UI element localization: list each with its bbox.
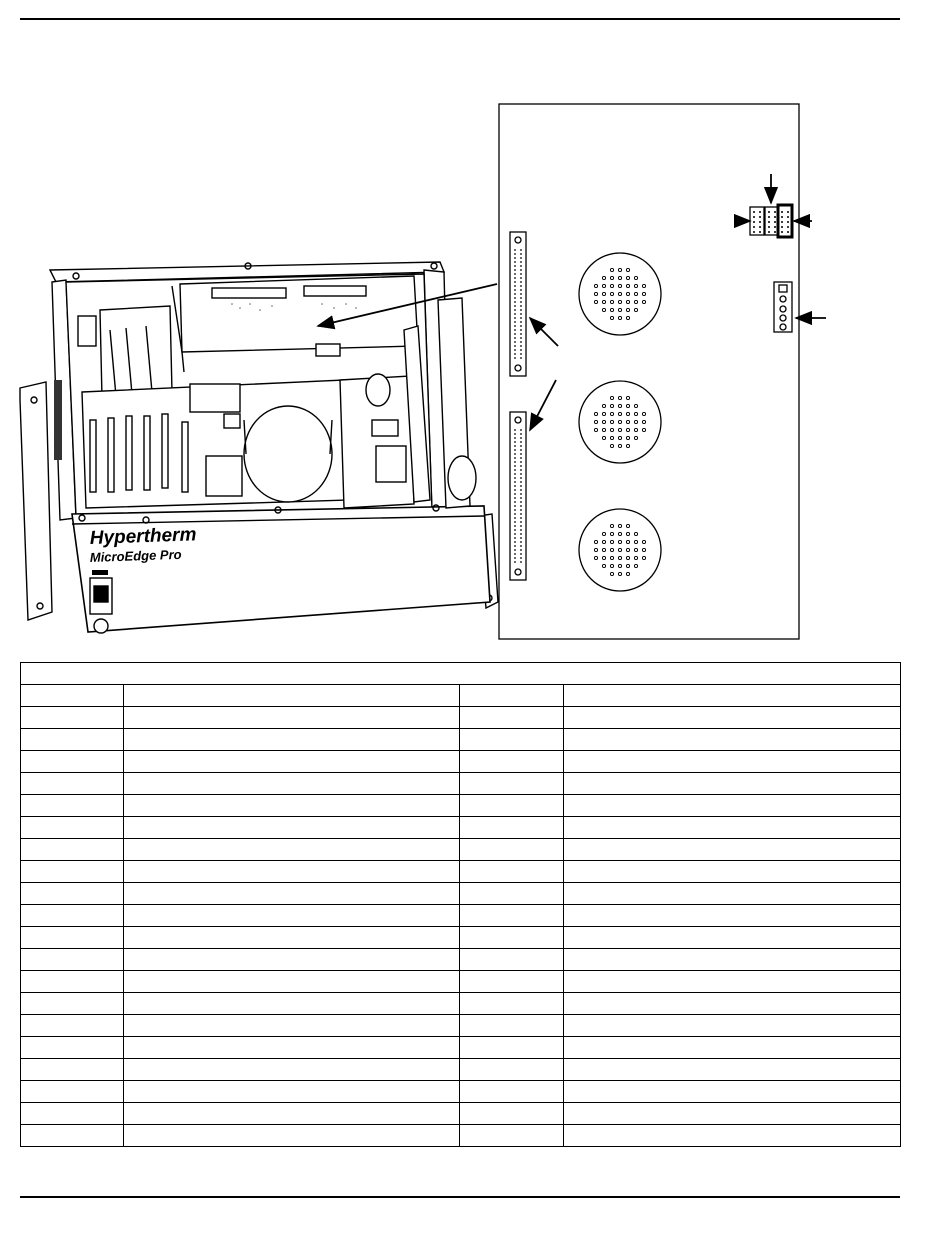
table-cell xyxy=(564,1037,901,1059)
header-pin xyxy=(781,216,783,218)
connector-pin xyxy=(514,525,516,527)
table-cell xyxy=(564,927,901,949)
connector-pin xyxy=(520,333,522,335)
header-pin xyxy=(753,211,755,213)
connector-pin xyxy=(514,293,516,295)
table-cell xyxy=(564,817,901,839)
table-cell xyxy=(564,1125,901,1147)
connector-pin xyxy=(520,353,522,355)
connector-pin xyxy=(514,441,516,443)
connector-pin xyxy=(520,509,522,511)
table-cell xyxy=(21,1103,124,1125)
table-cell xyxy=(21,685,124,707)
connector-pin xyxy=(520,497,522,499)
brand-logo: Hypertherm xyxy=(89,524,197,549)
connector-pin xyxy=(514,325,516,327)
header-pin xyxy=(787,231,789,233)
circular-connector-bottom xyxy=(579,509,661,591)
table-cell xyxy=(564,1059,901,1081)
connector-pin xyxy=(514,253,516,255)
connector-pin xyxy=(520,513,522,515)
connector-pin xyxy=(520,477,522,479)
table-cell xyxy=(21,971,124,993)
connector-pin xyxy=(520,265,522,267)
lower-ribbon-connector xyxy=(510,412,526,580)
header-pin xyxy=(774,221,776,223)
table-cell xyxy=(564,1081,901,1103)
connector-pin xyxy=(514,341,516,343)
connector-pin xyxy=(520,297,522,299)
header-pin xyxy=(753,226,755,228)
table-cell xyxy=(564,971,901,993)
table-cell xyxy=(460,729,564,751)
table-cell xyxy=(460,1059,564,1081)
connector-pin xyxy=(514,285,516,287)
connector-pin xyxy=(520,473,522,475)
connector-pin xyxy=(514,493,516,495)
table-title-cell xyxy=(21,663,901,685)
connector-pin xyxy=(514,485,516,487)
table-cell xyxy=(124,1059,460,1081)
table-cell xyxy=(21,1015,124,1037)
table-row xyxy=(21,707,901,729)
header-pin xyxy=(768,221,770,223)
connector-pin xyxy=(514,249,516,251)
header-pin xyxy=(774,231,776,233)
connector-pin xyxy=(514,557,516,559)
table-cell xyxy=(460,773,564,795)
connector-pin xyxy=(520,429,522,431)
table-row xyxy=(21,993,901,1015)
connector-pin xyxy=(514,301,516,303)
table-cell xyxy=(460,1125,564,1147)
table-cell xyxy=(124,773,460,795)
connector-pin xyxy=(520,525,522,527)
connector-pin xyxy=(520,461,522,463)
connector-pin xyxy=(514,281,516,283)
connector-pin xyxy=(514,457,516,459)
connector-pin xyxy=(520,545,522,547)
connector-pin xyxy=(514,517,516,519)
connector-pin xyxy=(520,305,522,307)
connector-pin xyxy=(514,317,516,319)
connector-pin xyxy=(520,317,522,319)
table-cell xyxy=(124,1125,460,1147)
table-title-row xyxy=(21,663,901,685)
table-cell xyxy=(21,1125,124,1147)
connector-pin xyxy=(520,277,522,279)
table-cell xyxy=(460,993,564,1015)
connector-pin xyxy=(520,249,522,251)
connector-pin xyxy=(520,465,522,467)
connector-pin xyxy=(514,513,516,515)
table-cell xyxy=(21,1037,124,1059)
connector-pin xyxy=(514,265,516,267)
table-cell xyxy=(460,751,564,773)
connector-pin xyxy=(520,301,522,303)
connector-pin xyxy=(514,477,516,479)
table-cell xyxy=(564,1103,901,1125)
table-cell xyxy=(21,707,124,729)
connector-pin xyxy=(520,505,522,507)
connector-pin xyxy=(514,337,516,339)
connector-pin xyxy=(514,461,516,463)
table-row xyxy=(21,1125,901,1147)
table-row xyxy=(21,817,901,839)
table-cell xyxy=(460,883,564,905)
table-cell xyxy=(21,817,124,839)
table-row xyxy=(21,773,901,795)
header-pin-blocks xyxy=(750,205,792,237)
connector-pin xyxy=(514,349,516,351)
connector-pin xyxy=(514,437,516,439)
connector-pin xyxy=(514,321,516,323)
table-row xyxy=(21,685,901,707)
table-cell xyxy=(564,795,901,817)
table-cell xyxy=(21,883,124,905)
table-cell xyxy=(124,707,460,729)
connector-pin xyxy=(520,481,522,483)
connector-pin xyxy=(520,537,522,539)
bottom-rule xyxy=(20,1196,900,1198)
connector-pin xyxy=(520,489,522,491)
table-cell xyxy=(124,949,460,971)
table-row xyxy=(21,1103,901,1125)
table-cell xyxy=(460,861,564,883)
connector-pin xyxy=(520,261,522,263)
table-cell xyxy=(21,993,124,1015)
connector-pin xyxy=(514,509,516,511)
table-cell xyxy=(124,685,460,707)
connector-pin xyxy=(520,457,522,459)
table-row xyxy=(21,1081,901,1103)
header-pin xyxy=(787,216,789,218)
table-cell xyxy=(460,707,564,729)
table-cell xyxy=(460,949,564,971)
connector-pin xyxy=(520,253,522,255)
table-cell xyxy=(564,905,901,927)
header-pin xyxy=(768,216,770,218)
header-pin xyxy=(759,231,761,233)
table-cell xyxy=(564,1015,901,1037)
connector-pin xyxy=(520,325,522,327)
table-cell xyxy=(124,795,460,817)
connector-pin xyxy=(520,557,522,559)
header-pin xyxy=(781,211,783,213)
table-cell xyxy=(21,1081,124,1103)
header-pin xyxy=(774,211,776,213)
connector-pin xyxy=(520,469,522,471)
table-cell xyxy=(460,817,564,839)
connector-pin xyxy=(514,489,516,491)
connector-pin xyxy=(514,313,516,315)
table-row xyxy=(21,1015,901,1037)
header-pin xyxy=(787,211,789,213)
table-cell xyxy=(460,905,564,927)
table-cell xyxy=(21,905,124,927)
connector-pin xyxy=(514,553,516,555)
connector-pin xyxy=(520,485,522,487)
table-cell xyxy=(124,905,460,927)
connector-pin xyxy=(514,541,516,543)
table-cell xyxy=(564,993,901,1015)
header-pin xyxy=(759,221,761,223)
connector-pin xyxy=(520,533,522,535)
table-cell xyxy=(21,861,124,883)
table-cell xyxy=(564,773,901,795)
connector-pin xyxy=(520,269,522,271)
table-row xyxy=(21,729,901,751)
connector-pin xyxy=(520,561,522,563)
connector-pin xyxy=(520,529,522,531)
connector-pin xyxy=(520,517,522,519)
connector-pin xyxy=(520,493,522,495)
table-cell xyxy=(124,1015,460,1037)
connector-pin xyxy=(514,357,516,359)
header-pin xyxy=(787,221,789,223)
terminal-block xyxy=(774,282,792,332)
table-cell xyxy=(564,729,901,751)
table-cell xyxy=(21,751,124,773)
connector-pin xyxy=(514,473,516,475)
connector-pin xyxy=(520,309,522,311)
connector-pin xyxy=(514,549,516,551)
connector-pin xyxy=(514,429,516,431)
connector-pin xyxy=(520,549,522,551)
table-cell xyxy=(21,949,124,971)
upper-ribbon-connector xyxy=(510,232,526,376)
table-cell xyxy=(21,729,124,751)
connector-pin xyxy=(514,521,516,523)
connector-pin xyxy=(514,533,516,535)
connector-pin xyxy=(514,465,516,467)
connector-pin xyxy=(514,305,516,307)
table-cell xyxy=(460,839,564,861)
connector-pin xyxy=(514,505,516,507)
table-cell xyxy=(564,685,901,707)
table-cell xyxy=(124,1081,460,1103)
connector-pin xyxy=(514,537,516,539)
header-pin xyxy=(781,231,783,233)
connector-pin xyxy=(520,281,522,283)
connector-pin xyxy=(514,345,516,347)
table-cell xyxy=(124,861,460,883)
circular-connector-top xyxy=(579,253,661,335)
connector-pin xyxy=(520,433,522,435)
header-pin xyxy=(774,216,776,218)
table-cell xyxy=(460,1081,564,1103)
table-cell xyxy=(124,927,460,949)
connector-pin xyxy=(520,453,522,455)
connector-pin xyxy=(514,261,516,263)
connector-pin xyxy=(514,433,516,435)
table-cell xyxy=(564,883,901,905)
table-row xyxy=(21,839,901,861)
table-row xyxy=(21,905,901,927)
header-pin xyxy=(781,221,783,223)
table-cell xyxy=(460,1103,564,1125)
table-cell xyxy=(21,927,124,949)
connector-pin xyxy=(520,441,522,443)
table-cell xyxy=(460,927,564,949)
connector-pin xyxy=(514,309,516,311)
connector-pin xyxy=(514,353,516,355)
table-cell xyxy=(124,839,460,861)
table-cell xyxy=(564,861,901,883)
connector-pin xyxy=(520,541,522,543)
table-cell xyxy=(460,685,564,707)
table-cell xyxy=(21,773,124,795)
header-pin xyxy=(759,211,761,213)
connector-pin xyxy=(514,481,516,483)
connector-pin xyxy=(520,357,522,359)
header-pin xyxy=(753,216,755,218)
header-pin xyxy=(768,211,770,213)
header-pin xyxy=(781,226,783,228)
connector-pin xyxy=(520,313,522,315)
connector-pin xyxy=(514,501,516,503)
table-cell xyxy=(460,1037,564,1059)
connector-pin xyxy=(520,289,522,291)
connector-pin xyxy=(520,501,522,503)
table-row xyxy=(21,751,901,773)
table-row xyxy=(21,927,901,949)
header-pin xyxy=(774,226,776,228)
table-cell xyxy=(564,707,901,729)
connector-pin xyxy=(514,529,516,531)
connector-pin xyxy=(514,445,516,447)
table-cell xyxy=(124,993,460,1015)
header-pin xyxy=(787,226,789,228)
connector-pin xyxy=(514,469,516,471)
connector-pin xyxy=(514,257,516,259)
connector-pin xyxy=(514,449,516,451)
table-cell xyxy=(564,949,901,971)
connector-pin xyxy=(520,521,522,523)
header-pin xyxy=(768,226,770,228)
connector-pin xyxy=(514,273,516,275)
connector-pin xyxy=(520,321,522,323)
header-pin xyxy=(759,216,761,218)
table-cell xyxy=(21,795,124,817)
cnc-cabinet-illustration xyxy=(20,262,498,633)
table-row xyxy=(21,1037,901,1059)
table-cell xyxy=(124,1103,460,1125)
connector-pin xyxy=(520,273,522,275)
table-row xyxy=(21,971,901,993)
table-cell xyxy=(564,839,901,861)
circular-connector-middle xyxy=(579,381,661,463)
connector-pin xyxy=(514,289,516,291)
table-cell xyxy=(124,751,460,773)
connector-pin xyxy=(514,545,516,547)
connector-pin xyxy=(514,297,516,299)
board-detail-panel xyxy=(499,104,799,639)
table-cell xyxy=(124,729,460,751)
table-row xyxy=(21,883,901,905)
connector-pin xyxy=(520,553,522,555)
connector-pin xyxy=(520,285,522,287)
connector-pin xyxy=(520,449,522,451)
table-cell xyxy=(124,1037,460,1059)
connector-pin xyxy=(520,341,522,343)
header-pin xyxy=(759,226,761,228)
connector-pin xyxy=(520,337,522,339)
header-pin xyxy=(753,231,755,233)
table-cell xyxy=(460,795,564,817)
table-cell xyxy=(564,751,901,773)
table-cell xyxy=(124,971,460,993)
table-row xyxy=(21,861,901,883)
table-row xyxy=(21,795,901,817)
connector-pin xyxy=(520,329,522,331)
connector-pin xyxy=(514,333,516,335)
connector-pin xyxy=(514,497,516,499)
header-pin xyxy=(753,221,755,223)
table-cell xyxy=(21,1059,124,1081)
parts-table xyxy=(20,662,901,1147)
connector-pin xyxy=(514,277,516,279)
connector-pin xyxy=(520,257,522,259)
table-cell xyxy=(124,817,460,839)
header-pin xyxy=(768,231,770,233)
connector-pin xyxy=(520,349,522,351)
connector-pin xyxy=(514,269,516,271)
table-cell xyxy=(124,883,460,905)
connector-pin xyxy=(514,329,516,331)
table-cell xyxy=(460,1015,564,1037)
connector-pin xyxy=(520,293,522,295)
table-cell xyxy=(21,839,124,861)
connector-pin xyxy=(514,453,516,455)
table-row xyxy=(21,949,901,971)
connector-pin xyxy=(514,561,516,563)
table-cell xyxy=(460,971,564,993)
connector-pin xyxy=(520,345,522,347)
connector-pin xyxy=(520,445,522,447)
connector-pin xyxy=(520,437,522,439)
product-logo: MicroEdge Pro xyxy=(89,546,182,565)
table-row xyxy=(21,1059,901,1081)
